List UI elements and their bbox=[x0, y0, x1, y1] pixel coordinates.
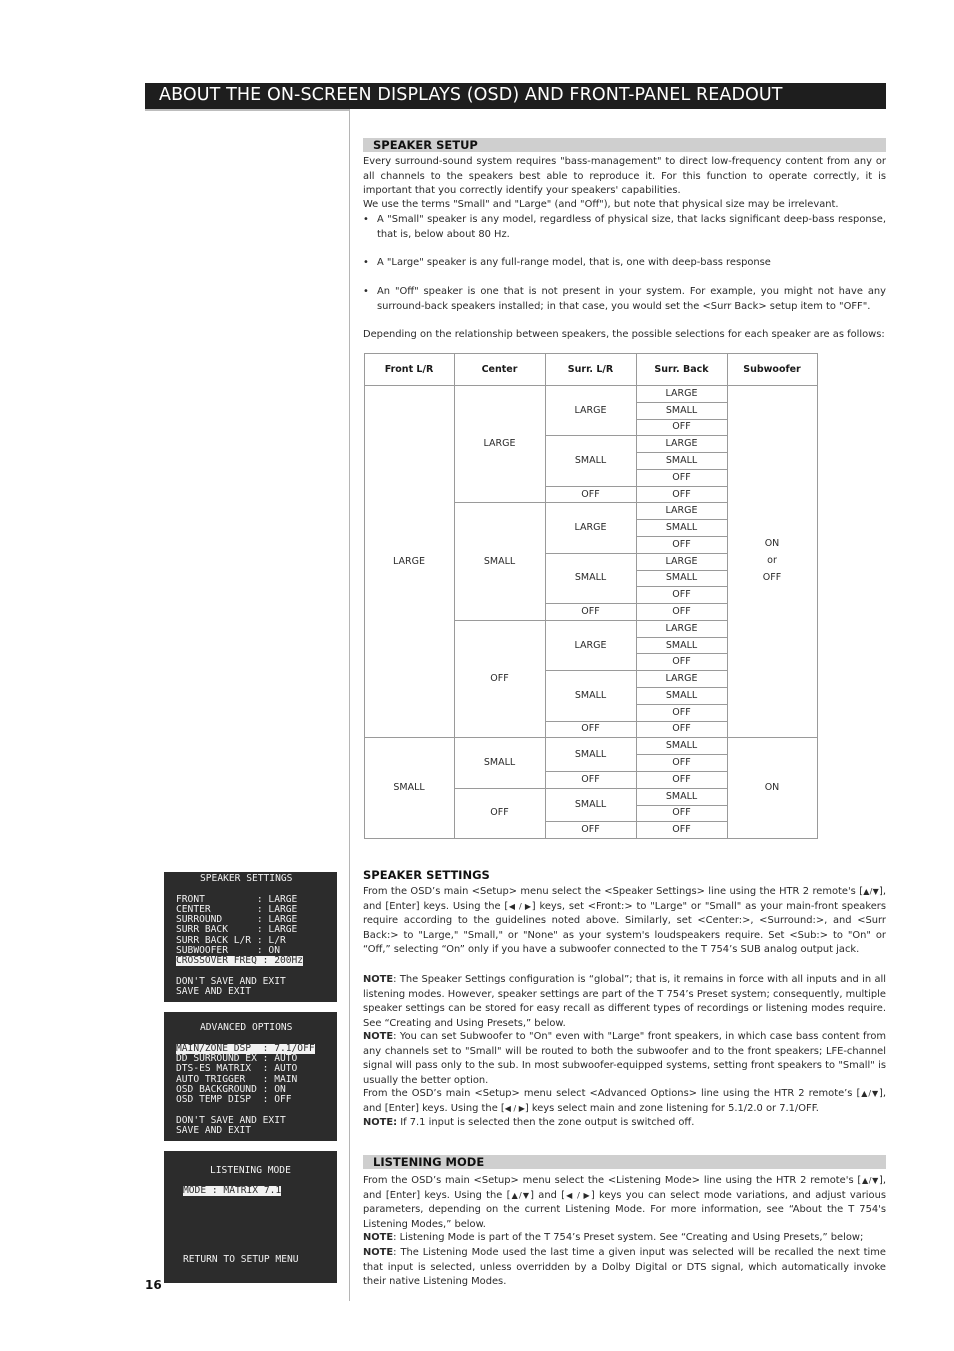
table-header-cell: Surr. L/R bbox=[567, 363, 614, 375]
osd-line: SURROUND : LARGE bbox=[176, 914, 298, 925]
table-cell-surr-back: OFF bbox=[672, 706, 691, 718]
note-text: : The Listening Mode used the last time a given input was selected will be recalled the next time that input is selected, unless overridden by a Dolby Digital or DTS signal, which automatically invoke their native Listening Modes. bbox=[363, 1247, 886, 1287]
bullet-mark: • bbox=[363, 214, 369, 225]
table-cell-surr-back: LARGE bbox=[665, 622, 698, 634]
table-rule bbox=[636, 435, 728, 436]
table-cell-surr-back: SMALL bbox=[665, 454, 698, 466]
note-label: NOTE bbox=[363, 1247, 394, 1258]
note-text: : The Speaker Settings configuration is “global”; that is, it remains in force with all inputs and in all listening modes. However, speaker settings are part of the T 754’s Preset system; consequently, multiple speaker settings can be stored for easy recall as different types of recordings or listening modes require. See “Creating and Using Presets,” below. bbox=[363, 974, 886, 1029]
text-run: From the OSD’s main <Setup> menu select <Advanced Options> line using the HTR 2 remote’s [ bbox=[363, 1088, 861, 1099]
table-rule bbox=[636, 452, 728, 453]
table-rule bbox=[636, 670, 728, 671]
table-rule bbox=[636, 419, 728, 420]
table-cell-surr-back: OFF bbox=[672, 807, 691, 819]
osd-speaker-settings-screen bbox=[164, 872, 337, 1002]
speaker-selection-table bbox=[364, 353, 817, 852]
table-cell-surr-back: OFF bbox=[672, 824, 691, 836]
up-down-arrow-icon: ▲/▼ bbox=[510, 1190, 531, 1200]
zone-note bbox=[363, 1116, 886, 1131]
left-right-arrow-icon: ◀ / ▶ bbox=[504, 1103, 525, 1113]
listening-mode-para bbox=[363, 1174, 886, 1232]
table-rule bbox=[454, 353, 455, 839]
table-rule bbox=[364, 385, 818, 386]
osd-line: FRONT : LARGE bbox=[176, 894, 298, 905]
subwoofer-option: ON bbox=[764, 537, 780, 549]
note-text: If 7.1 input is selected then the zone output is switched off. bbox=[400, 1117, 695, 1128]
table-cell-front: SMALL bbox=[393, 782, 425, 794]
text-run: ] keys you can select mode variations, and adjust various parameters, depending on the current Listening Mode. For more information, see “About the T 754's Listening Modes,” below. bbox=[363, 1189, 886, 1230]
table-rule bbox=[636, 620, 728, 621]
speaker-setup-heading-bar bbox=[363, 138, 886, 152]
table-rule bbox=[636, 637, 728, 638]
table-cell-center: LARGE bbox=[483, 438, 516, 450]
note-label: NOTE: bbox=[363, 1117, 398, 1128]
bullet-text: A "Small" speaker is any model, regardless of physical size, that lacks significant deep-bass response, that is, below about 80 Hz. bbox=[377, 214, 886, 240]
speaker-settings-heading: SPEAKER SETTINGS bbox=[363, 868, 490, 882]
table-rule bbox=[636, 536, 728, 537]
table-cell-surr-back: SMALL bbox=[665, 404, 698, 416]
table-rule bbox=[636, 603, 728, 604]
table-rule bbox=[636, 821, 728, 822]
table-cell-subwoofer: ON bbox=[764, 782, 780, 794]
table-cell-surround: OFF bbox=[581, 606, 600, 617]
speaker-setup-heading: SPEAKER SETUP bbox=[373, 138, 478, 152]
table-cell-surr-back: OFF bbox=[672, 589, 691, 601]
table-cell-center: OFF bbox=[490, 807, 509, 819]
listening-mode-heading-bar bbox=[363, 1155, 886, 1169]
table-cell-surround: OFF bbox=[581, 488, 600, 500]
table-cell-surround: SMALL bbox=[574, 689, 607, 701]
table-cell-surr-back: LARGE bbox=[665, 387, 698, 399]
table-cell-surround: OFF bbox=[581, 723, 600, 735]
page-title: ABOUT THE ON-SCREEN DISPLAYS (OSD) AND FRONT-PANEL READOUT bbox=[159, 85, 783, 105]
table-rule bbox=[636, 486, 728, 487]
text-run: From the OSD’s main <Setup> menu select the <Listening Mode> line using the HTR 2 remote's [ bbox=[363, 1175, 862, 1186]
table-cell-surr-back: SMALL bbox=[665, 522, 698, 534]
bullet-text: An "Off" speaker is one that is not present in your system. For example, you might not have any surround-back speakers installed; in that case, you would set the <Surr Back> setup item to "OFF". bbox=[377, 286, 886, 312]
table-cell-surr-back: OFF bbox=[672, 773, 691, 785]
osd-line: DD SURROUND EX : AUTO bbox=[176, 1053, 298, 1064]
subwoofer-option: OFF bbox=[762, 571, 782, 583]
osd-line: AUTO TRIGGER : MAIN bbox=[176, 1074, 298, 1085]
table-cell-surr-back: LARGE bbox=[665, 673, 698, 685]
osd-title: LISTENING MODE bbox=[210, 1165, 291, 1176]
table-cell-center: SMALL bbox=[483, 555, 516, 567]
table-rule bbox=[636, 553, 728, 554]
bullet-text: A "Large" speaker is any full-range model, that is, one with deep-bass response bbox=[377, 257, 771, 268]
osd-line: DTS-ES MATRIX : AUTO bbox=[176, 1063, 298, 1074]
table-cell-surround: SMALL bbox=[574, 572, 607, 584]
table-cell-surr-back: SMALL bbox=[665, 790, 698, 802]
table-header-cell: Front L/R bbox=[384, 363, 434, 375]
text-run: ] keys select main and zone listening for 5.1/2.0 or 7.1/OFF. bbox=[524, 1102, 819, 1114]
table-cell-surr-back: OFF bbox=[672, 656, 691, 668]
table-cell-surround: LARGE bbox=[574, 522, 607, 534]
osd-line: SUBWOOFER : ON bbox=[176, 945, 280, 956]
advanced-options-para bbox=[363, 1087, 886, 1116]
table-cell-center: OFF bbox=[490, 673, 509, 685]
page-number: 16 bbox=[145, 1278, 162, 1292]
osd-highlighted-line: MAIN/ZONE DSP : 7.1/OFF bbox=[176, 1043, 315, 1054]
table-cell-surr-back: SMALL bbox=[665, 639, 698, 651]
table-rule bbox=[636, 402, 728, 403]
table-rule bbox=[817, 353, 818, 839]
osd-listening-mode-screen bbox=[164, 1151, 337, 1283]
table-cell-surround: OFF bbox=[581, 824, 600, 836]
table-cell-surr-back: SMALL bbox=[665, 689, 698, 701]
speaker-settings-para bbox=[363, 885, 886, 958]
text-run: ], and [Enter] keys. Using the [ bbox=[363, 1088, 887, 1114]
left-right-arrow-icon: ◀ / ▶ bbox=[508, 901, 532, 911]
speaker-settings-note2 bbox=[363, 1030, 886, 1088]
osd-highlighted-line: CROSSOVER FREQ : 200Hz bbox=[176, 955, 304, 966]
note-label: NOTE bbox=[363, 1232, 394, 1243]
bullet-mark: • bbox=[363, 257, 369, 268]
table-cell-surround: LARGE bbox=[574, 639, 607, 651]
osd-title: SPEAKER SETTINGS bbox=[200, 873, 293, 884]
note-label: NOTE bbox=[363, 974, 394, 985]
table-rule bbox=[636, 687, 728, 688]
subwoofer-option: or bbox=[767, 554, 777, 566]
table-header-cell: Subwoofer bbox=[743, 363, 801, 375]
table-rule bbox=[636, 704, 728, 705]
listening-mode-note1 bbox=[363, 1231, 886, 1246]
table-cell-surround: SMALL bbox=[574, 798, 607, 810]
table-rule bbox=[636, 721, 728, 722]
bullet-large bbox=[363, 256, 886, 271]
listening-mode-note2 bbox=[363, 1246, 886, 1290]
page-title-banner bbox=[145, 83, 886, 109]
osd-footer: RETURN TO SETUP MENU bbox=[183, 1254, 299, 1265]
osd-highlighted-line: MODE : MATRIX 7.1 bbox=[183, 1185, 282, 1196]
table-cell-surr-back: OFF bbox=[672, 421, 691, 433]
table-cell-surround: SMALL bbox=[574, 748, 607, 760]
speaker-setup-intro: Every surround-sound system requires "bass-management" to direct low-frequency content from any or all channels to the speakers best able to reproduce it. For this function to operate correctly, it is important that you correctly identify your speakers' capabilities. bbox=[363, 156, 886, 196]
table-rule bbox=[364, 838, 818, 839]
up-down-arrow-icon: ▲/▼ bbox=[861, 1176, 879, 1185]
osd-line: SURR BACK : LARGE bbox=[176, 924, 298, 935]
table-cell-surround: OFF bbox=[581, 773, 600, 785]
table-rule bbox=[636, 469, 728, 470]
table-cell-surr-back: OFF bbox=[672, 488, 691, 500]
table-cell-surr-back: OFF bbox=[672, 606, 691, 617]
table-rule bbox=[636, 788, 728, 789]
bullet-small bbox=[363, 213, 886, 242]
text-run: ], and [Enter] keys. Using the [ bbox=[363, 1175, 886, 1201]
osd-title: ADVANCED OPTIONS bbox=[200, 1022, 293, 1033]
listening-mode-heading: LISTENING MODE bbox=[373, 1155, 485, 1169]
table-header-cell: Center bbox=[481, 363, 518, 375]
osd-line: CENTER : LARGE bbox=[176, 904, 298, 915]
osd-footer: DON'T SAVE AND EXIT bbox=[176, 1115, 286, 1126]
bullet-mark: • bbox=[363, 286, 369, 297]
text-run: ], and [Enter] keys. Using the [ bbox=[363, 886, 886, 912]
left-divider bbox=[145, 109, 349, 111]
table-rule bbox=[545, 353, 546, 839]
osd-footer: SAVE AND EXIT bbox=[176, 1125, 252, 1136]
table-rule bbox=[636, 754, 728, 755]
table-cell-front: LARGE bbox=[393, 555, 425, 567]
column-rule bbox=[349, 109, 350, 1301]
table-rule bbox=[364, 353, 818, 354]
table-rule bbox=[636, 805, 728, 806]
table-cell-surr-back: LARGE bbox=[665, 505, 698, 517]
table-cell-surr-back: LARGE bbox=[665, 438, 698, 450]
table-rule bbox=[636, 502, 728, 503]
osd-line: OSD TEMP DISP : OFF bbox=[176, 1094, 292, 1105]
table-cell-surround: SMALL bbox=[574, 454, 607, 466]
table-header-cell: Surr. Back bbox=[654, 363, 709, 375]
osd-footer: SAVE AND EXIT bbox=[176, 986, 252, 997]
table-cell-surr-back: SMALL bbox=[665, 572, 698, 584]
speaker-settings-note1 bbox=[363, 973, 886, 1031]
table-cell-surround: LARGE bbox=[574, 404, 607, 416]
table-rule bbox=[636, 653, 728, 654]
table-rule bbox=[636, 519, 728, 520]
table-rule bbox=[636, 737, 728, 738]
table-rule bbox=[636, 353, 637, 839]
speaker-setup-terms: We use the terms "Small" and "Large" (and "Off"), but note that physical size may be irrelevant. bbox=[363, 199, 839, 210]
table-cell-subwoofer bbox=[727, 385, 817, 737]
table-cell-surr-back: OFF bbox=[672, 538, 691, 550]
table-rule bbox=[636, 586, 728, 587]
up-down-arrow-icon: ▲/▼ bbox=[860, 1089, 880, 1098]
bullet-off bbox=[363, 285, 886, 314]
table-cell-surr-back: LARGE bbox=[665, 555, 698, 567]
table-cell-surr-back: OFF bbox=[672, 471, 691, 483]
osd-line: SURR BACK L/R : L/R bbox=[176, 935, 286, 946]
table-cell-surr-back: SMALL bbox=[665, 740, 698, 752]
table-rule bbox=[636, 771, 728, 772]
osd-footer: DON'T SAVE AND EXIT bbox=[176, 976, 286, 987]
note-text: : You can set Subwoofer to "On" even with "Large" front speakers, in which case bass content from any channels set to "Small" will be routed to both the subwoofer and to the front speakers; LFE-channel signal will pass only to the sub. In most subwoofer-equipped systems, setting front speakers to "Small" is usually the better option. bbox=[363, 1031, 886, 1086]
text-run: ] and [ bbox=[530, 1189, 565, 1201]
up-down-arrow-icon: ▲/▼ bbox=[863, 887, 879, 896]
table-rule bbox=[364, 353, 365, 839]
osd-line: OSD BACKGROUND : ON bbox=[176, 1084, 286, 1095]
table-cell-center: SMALL bbox=[483, 757, 516, 769]
note-text: : Listening Mode is part of the T 754’s Preset system. See “Creating and Using Presets,” below; bbox=[393, 1232, 864, 1243]
osd-advanced-options-screen bbox=[164, 1012, 337, 1141]
left-right-arrow-icon: ◀ / ▶ bbox=[565, 1190, 591, 1200]
table-rule bbox=[727, 353, 728, 839]
table-cell-surr-back: OFF bbox=[672, 757, 691, 769]
text-run: ] keys, set <Front:> to "Large" or "Small" as your main-front speakers require according to the guidelines noted above. Similarly, set <Center:>, <Surround:>, and <Surr Back:> to "Large," "Small," or "None" as your system's loudspeakers require. Set <Sub:> to "On" or “Off,” selecting “On” only if you have a subwoofer connected to the T 754’s SUB analog output jack. bbox=[363, 900, 886, 955]
table-cell-surr-back: OFF bbox=[672, 723, 691, 735]
text-run: From the OSD’s main <Setup> menu select the <Speaker Settings> line using the HTR 2 remote's [ bbox=[363, 886, 864, 897]
table-intro: Depending on the relationship between speakers, the possible selections for each speaker are as follows: bbox=[363, 329, 885, 340]
note-label: NOTE bbox=[363, 1031, 394, 1042]
table-rule bbox=[636, 570, 728, 571]
